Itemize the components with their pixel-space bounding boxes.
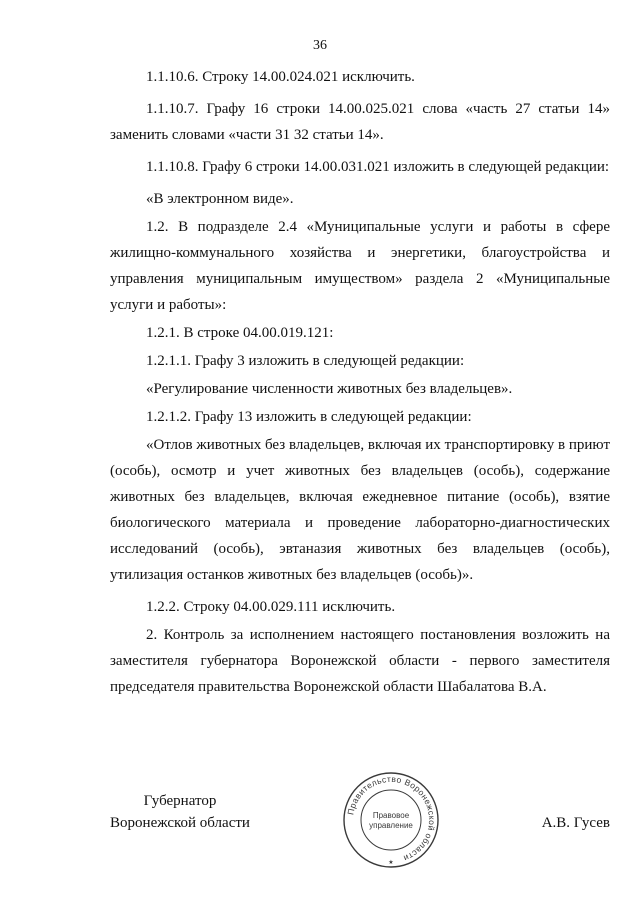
document-body (110, 64, 610, 700)
paragraph-2-control: 2. Контроль за исполнением настоящего постановления возложить на заместителя губернатора Воронежской области - первого заместителя председателя правительства Воронежской области Шабалатова В.А. (110, 627, 610, 695)
paragraph-electronic-form: «В электронном виде». (146, 191, 294, 207)
paragraph-1-2-1-1: 1.2.1.1. Графу 3 изложить в следующей редакции: (146, 353, 465, 369)
signature-position-line1: Губернатор (143, 793, 217, 809)
stamp-center-line1: Правовое (372, 811, 410, 820)
paragraph-1-1-10-8: 1.1.10.8. Графу 6 строки 14.00.031.021 изложить в следующей редакции: (146, 159, 610, 175)
stamp-ring-text: Правительство Воронежской области (345, 773, 438, 864)
page-number: 36 (313, 38, 327, 53)
paragraph-regulation-quote: «Регулирование численности животных без владельцев». (146, 381, 513, 397)
stamp-center-line2: управление (369, 821, 413, 830)
signature-name: А.В. Гусев (541, 815, 610, 831)
paragraph-1-2-1-2: 1.2.1.2. Графу 13 изложить в следующей редакции: (146, 409, 472, 425)
stamp-outer-ring (344, 773, 438, 867)
official-stamp (341, 770, 441, 870)
paragraph-1-2-2: 1.2.2. Строку 04.00.029.111 исключить. (146, 599, 396, 615)
paragraph-1-2: 1.2. В подразделе 2.4 «Муниципальные услуги и работы в сфере жилищно-коммунального хозяйства и энергетики, благоустройства и управления муниципальным имуществом» раздела 2 «Муниципальные услуги и работы»: (110, 219, 610, 313)
paragraph-1-1-10-7: 1.1.10.7. Графу 16 строки 14.00.025.021 слова «часть 27 статьи 14» заменить словами «части 31 32 статьи 14». (110, 101, 610, 143)
signature-position-line2: Воронежской области (110, 815, 250, 831)
stamp-star-icon: ★ (388, 860, 394, 866)
signature-position (100, 790, 260, 834)
stamp-inner-ring (361, 790, 421, 850)
paragraph-1-1-10-6: 1.1.10.6. Строку 14.00.024.021 исключить. (146, 69, 415, 85)
paragraph-1-2-1: 1.2.1. В строке 04.00.019.121: (146, 325, 334, 341)
paragraph-capture-quote: «Отлов животных без владельцев, включая их транспортировку в приют (особь), осмотр и учет животных без владельцев (особь), содержание животных без владельцев, включая ежедневное питание (особь), взятие биологического материала и проведение лабораторно-диагностических исследований (особь), эвтаназия животных без владельцев (особь), утилизация останков животных без владельцев (особь)». (110, 437, 610, 583)
